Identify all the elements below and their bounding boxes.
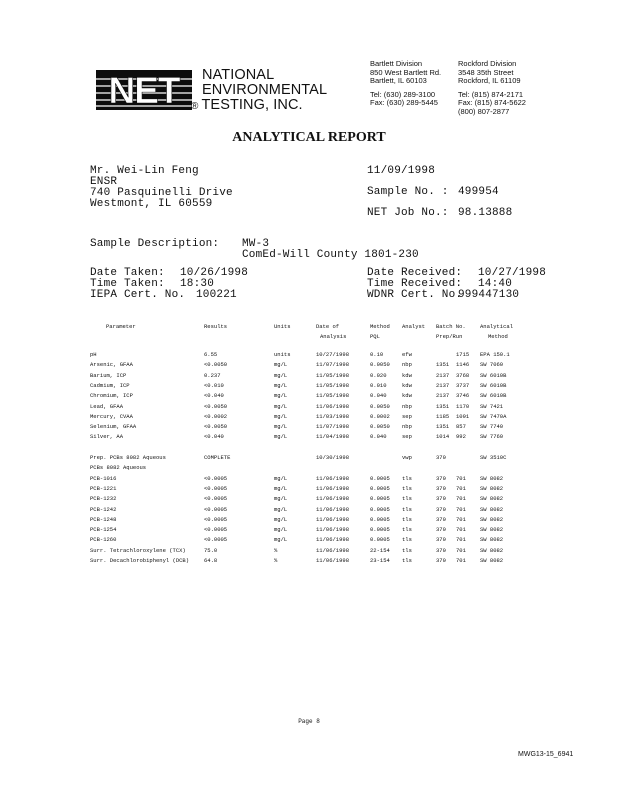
col-header-batch-line-2: Prep/Run	[436, 333, 463, 340]
cell-prep: 2137	[436, 371, 450, 379]
cell-prep: 370	[436, 484, 446, 492]
cell-run: 701	[456, 557, 466, 564]
wdnr-cert-no: 999447130	[458, 289, 520, 301]
cell-date: 11/04/1998	[316, 433, 350, 441]
col-header-method-line-1: Method	[370, 323, 390, 330]
sample-no: 499954	[458, 186, 499, 198]
cell-pql: 0.0005	[370, 484, 390, 492]
cell-analyst: kdw	[402, 392, 412, 400]
cell-date: 11/06/1998	[316, 536, 350, 544]
col-header-batch	[436, 322, 466, 342]
cell-results: <0.010	[204, 381, 224, 389]
page-number: Page 8	[298, 718, 320, 725]
cell-run: 701	[456, 474, 466, 482]
col-header-date	[316, 322, 346, 342]
cell-results: <0.0005	[204, 505, 228, 513]
time-received: 14:40	[478, 278, 513, 290]
cell-analyst: kdw	[402, 381, 412, 389]
division-street: 850 West Bartlett Rd.	[370, 67, 442, 77]
cell-run: 3737	[456, 381, 470, 389]
cell-method: SW 7470A	[480, 412, 507, 420]
cell-units: mg/L	[274, 371, 288, 379]
cell-analyst: tls	[402, 546, 412, 554]
cell-pql: 0.040	[370, 433, 387, 441]
cell-method: SW 6010B	[480, 392, 507, 400]
registered-mark: ®	[191, 101, 199, 112]
client-company: ENSR	[90, 176, 118, 188]
cell-units: mg/L	[274, 536, 288, 544]
cell-analyst: nbp	[402, 402, 412, 410]
col-header-units: Units	[274, 323, 291, 330]
cell-date: 10/27/1998	[316, 351, 350, 358]
cell-units: mg/L	[274, 392, 288, 400]
report-title: ANALYTICAL REPORT	[232, 130, 386, 145]
cell-pql: 0.040	[370, 392, 387, 400]
cell-date: 11/06/1998	[316, 474, 350, 482]
date-received: 10/27/1998	[478, 267, 547, 279]
col-header-analytical-method	[480, 322, 513, 342]
client-street: 740 Pasquinelli Drive	[90, 187, 233, 199]
cell-pql: 0.0002	[370, 412, 390, 420]
division-name: Bartlett Division	[370, 59, 423, 68]
col-header-results: Results	[204, 323, 228, 330]
col-header-method-pql	[370, 322, 390, 342]
cell-pql: 22-154	[370, 546, 390, 554]
cell-date: 11/06/1998	[316, 495, 350, 503]
col-header-date-line-2: Analysis	[320, 333, 347, 340]
cell-results: <0.0050	[204, 423, 228, 431]
cell-pql: 0.0005	[370, 505, 390, 513]
cell-units: mg/L	[274, 474, 288, 482]
net-job-label: NET Job No.:	[367, 207, 449, 219]
cell-results: <0.0005	[204, 484, 228, 492]
cell-parameter: PCB-1248	[90, 515, 117, 523]
cell-analyst: tls	[402, 495, 412, 503]
cell-run: 701	[456, 526, 466, 534]
cell-units: mg/L	[274, 526, 288, 534]
cell-run: 701	[456, 546, 466, 554]
cell-parameter: Mercury, CVAA	[90, 412, 133, 420]
cell-date: 11/06/1998	[316, 557, 350, 564]
cell-run: 1715	[456, 351, 470, 358]
cell-units: mg/L	[274, 402, 288, 410]
cell-units: mg/L	[274, 515, 288, 523]
cell-run: 3768	[456, 371, 470, 379]
cell-method: SW 8082	[480, 474, 504, 482]
cell-prep: 370	[436, 546, 446, 554]
cell-analyst: kdw	[402, 371, 412, 379]
cell-method: SW 8082	[480, 536, 504, 544]
cell-analyst: tls	[402, 505, 412, 513]
sample-no-label: Sample No. :	[367, 186, 449, 198]
cell-results: <0.0050	[204, 402, 228, 410]
cell-results: <0.0005	[204, 495, 228, 503]
cell-units: mg/L	[274, 361, 288, 369]
cell-parameter: PCB-1016	[90, 474, 117, 482]
cell-run: 3746	[456, 392, 470, 400]
cell-date: 11/05/1998	[316, 392, 350, 400]
cell-prep: 1351	[436, 361, 450, 369]
cell-parameter: Cadmium, ICP	[90, 381, 130, 389]
cell-method: SW 8082	[480, 546, 504, 554]
cell-pql: 23-154	[370, 557, 390, 564]
cell-prep: 1014	[436, 433, 450, 441]
wdnr-cert-label: WDNR Cert. No.	[367, 289, 463, 301]
cell-prep: 370	[436, 474, 446, 482]
cell-run: 701	[456, 495, 466, 503]
division-city: Rockford, IL 61109	[458, 76, 521, 86]
cell-method: SW 8082	[480, 526, 504, 534]
cell-run: 992	[456, 433, 466, 441]
cell-date: 11/05/1998	[316, 381, 350, 389]
cell-results: <0.0005	[204, 526, 228, 534]
cell-prep: 1351	[436, 402, 450, 410]
cell-prep: 370	[436, 505, 446, 513]
cell-method: SW 3510C	[480, 454, 507, 461]
logo-text: NET	[108, 70, 180, 110]
cell-parameter: Lead, GFAA	[90, 402, 124, 410]
cell-prep: 370	[436, 557, 446, 564]
cell-parameter: Barium, ICP	[90, 371, 127, 379]
date-taken-label: Date Taken:	[90, 267, 165, 279]
cell-method: EPA 150.1	[480, 351, 510, 358]
cell-analyst: tls	[402, 526, 412, 534]
col-header-parameter: Parameter	[106, 323, 136, 330]
net-logo	[96, 70, 192, 110]
cell-parameter: Arsenic, GFAA	[90, 361, 133, 369]
cell-analyst: vwp	[402, 454, 412, 461]
cell-results: <0.0005	[204, 536, 228, 544]
cell-pql: 0.0005	[370, 515, 390, 523]
company-line-3: TESTING, INC.	[201, 97, 303, 113]
cell-date: 11/06/1998	[316, 546, 350, 554]
cell-method: SW 6010B	[480, 371, 507, 379]
cell-date: 10/30/1998	[316, 454, 350, 461]
cell-pql: 0.0005	[370, 495, 390, 503]
document-id: MWG13-15_6941	[518, 751, 574, 758]
col-header-date-line-1: Date of	[316, 323, 340, 330]
cell-analyst: sep	[402, 412, 412, 420]
cell-results: <0.040	[204, 433, 224, 441]
col-header-analytical-line-2: Method	[488, 333, 508, 340]
time-received-label: Time Received:	[367, 278, 463, 290]
cell-units: mg/L	[274, 433, 288, 441]
cell-parameter: PCB-1254	[90, 526, 117, 534]
bartlett-division-address	[370, 60, 441, 108]
cell-prep: 1185	[436, 412, 450, 420]
cell-analyst: tls	[402, 484, 412, 492]
cell-date: 11/06/1998	[316, 515, 350, 523]
cell-results: <0.0005	[204, 474, 228, 482]
division-city: Bartlett, IL 60103	[370, 76, 427, 86]
cell-units: %	[274, 546, 278, 554]
col-header-method-line-2: PQL	[370, 333, 380, 340]
cell-parameter: pH	[90, 351, 97, 358]
cell-method: SW 8082	[480, 557, 504, 564]
date-received-label: Date Received:	[367, 267, 463, 279]
cell-method: SW 7740	[480, 423, 504, 431]
cell-parameter: Prep. PCBs 8082 Aqueous	[90, 454, 166, 461]
cell-parameter: Surr. Decachlorobiphenyl (DCB)	[90, 557, 190, 564]
cell-date: 11/07/1998	[316, 423, 350, 431]
report-date: 11/09/1998	[367, 165, 436, 177]
sample-description-line-2: ComEd-Will County 1801-230	[242, 249, 419, 261]
col-header-analyst: Analyst	[402, 323, 426, 330]
cell-parameter: PCBs 8082 Aqueous	[90, 464, 147, 472]
cell-results: <0.0050	[204, 361, 228, 369]
cell-analyst: tls	[402, 536, 412, 544]
cell-parameter: PCB-1221	[90, 484, 117, 492]
cell-prep: 370	[436, 454, 446, 461]
cell-date: 11/06/1998	[316, 505, 350, 513]
col-header-batch-line-1: Batch No.	[436, 323, 466, 330]
cell-units: mg/L	[274, 412, 288, 420]
cell-pql: 0.0005	[370, 526, 390, 534]
cell-prep: 2137	[436, 381, 450, 389]
sample-description-label: Sample Description:	[90, 238, 220, 250]
date-taken: 10/26/1998	[180, 267, 249, 279]
cell-results: 6.55	[204, 351, 218, 358]
cell-method: SW 7421	[480, 402, 504, 410]
cell-method: SW 8082	[480, 484, 504, 492]
cell-run: 701	[456, 505, 466, 513]
time-taken: 18:30	[180, 278, 215, 290]
iepa-cert-label: IEPA Cert. No.	[90, 289, 186, 301]
cell-results: 0.237	[204, 371, 221, 379]
cell-results: COMPLETE	[204, 454, 231, 461]
cell-parameter: Surr. Tetrachloroxylene (TCX)	[90, 546, 186, 554]
division-fax: Fax: (630) 289-5445	[370, 98, 438, 108]
cell-date: 11/06/1998	[316, 526, 350, 534]
cell-analyst: efw	[402, 351, 412, 358]
cell-parameter: PCB-1260	[90, 536, 117, 544]
division-fax: Fax: (815) 874-5622	[458, 98, 526, 108]
cell-date: 11/06/1998	[316, 402, 350, 410]
cell-method: SW 7760	[480, 433, 504, 441]
cell-date: 11/03/1998	[316, 412, 350, 420]
cell-date: 11/07/1998	[316, 361, 350, 369]
cell-prep: 370	[436, 536, 446, 544]
cell-results: <0.0002	[204, 412, 228, 420]
cell-results: 64.8	[204, 557, 218, 564]
division-street: 3548 35th Street	[458, 67, 514, 77]
company-line-2: ENVIRONMENTAL	[202, 82, 328, 98]
cell-run: 1170	[456, 402, 470, 410]
cell-run: 1091	[456, 412, 470, 420]
cell-parameter: Chromium, ICP	[90, 392, 133, 400]
cell-pql: 0.0005	[370, 474, 390, 482]
cell-pql: 0.0050	[370, 423, 390, 431]
sample-description-line-1: MW-3	[242, 238, 270, 250]
cell-run: 701	[456, 536, 466, 544]
col-header-analytical-line-1: Analytical	[480, 323, 514, 330]
division-toll-free: (800) 807-2877	[458, 106, 510, 116]
cell-results: 75.0	[204, 546, 218, 554]
cell-analyst: sep	[402, 433, 412, 441]
cell-pql: 0.10	[370, 351, 384, 358]
cell-parameter: PCB-1242	[90, 505, 117, 513]
net-job-no: 98.13888	[458, 207, 513, 219]
cell-analyst: tls	[402, 474, 412, 482]
cell-method: SW 8082	[480, 495, 504, 503]
cell-method: SW 7060	[480, 361, 504, 369]
cell-analyst: nbp	[402, 361, 412, 369]
company-name	[191, 67, 328, 114]
cell-units: mg/L	[274, 423, 288, 431]
client-name: Mr. Wei-Lin Feng	[90, 165, 199, 177]
cell-parameter: Selenium, GFAA	[90, 423, 137, 431]
cell-prep: 1351	[436, 423, 450, 431]
cell-pql: 0.020	[370, 371, 387, 379]
cell-date: 11/05/1998	[316, 371, 350, 379]
division-tel: Tel: (815) 874-2171	[458, 89, 524, 99]
cell-method: SW 6010B	[480, 381, 507, 389]
cell-parameter: Silver, AA	[90, 433, 124, 441]
cell-results: <0.040	[204, 392, 224, 400]
cell-pql: 0.0050	[370, 361, 390, 369]
division-tel: Tel: (630) 289-3100	[370, 89, 436, 99]
cell-units: mg/L	[274, 484, 288, 492]
client-city: Westmont, IL 60559	[90, 198, 213, 210]
company-line-1: NATIONAL	[202, 67, 275, 83]
cell-run: 1146	[456, 361, 470, 369]
cell-run: 701	[456, 515, 466, 523]
cell-pql: 0.0005	[370, 536, 390, 544]
cell-method: SW 8082	[480, 505, 504, 513]
cell-parameter: PCB-1232	[90, 495, 117, 503]
cell-prep: 370	[436, 495, 446, 503]
cell-run: 857	[456, 423, 466, 431]
rockford-division-address	[458, 60, 526, 117]
cell-analyst: tls	[402, 557, 412, 564]
cell-pql: 0.010	[370, 381, 387, 389]
cell-units: mg/L	[274, 495, 288, 503]
cell-prep: 370	[436, 515, 446, 523]
cell-units: mg/L	[274, 381, 288, 389]
cell-units: mg/L	[274, 505, 288, 513]
cell-run: 701	[456, 484, 466, 492]
cell-pql: 0.0050	[370, 402, 390, 410]
cell-analyst: nbp	[402, 423, 412, 431]
cell-prep: 370	[436, 526, 446, 534]
cell-units: units	[274, 351, 291, 358]
time-taken-label: Time Taken:	[90, 278, 165, 290]
cell-method: SW 8082	[480, 515, 504, 523]
cell-date: 11/06/1998	[316, 484, 350, 492]
cell-prep: 2137	[436, 392, 450, 400]
division-name: Rockford Division	[458, 59, 517, 68]
cell-analyst: tls	[402, 515, 412, 523]
cell-results: <0.0005	[204, 515, 228, 523]
cell-units: %	[274, 557, 278, 564]
iepa-cert-no: 100221	[196, 289, 237, 301]
